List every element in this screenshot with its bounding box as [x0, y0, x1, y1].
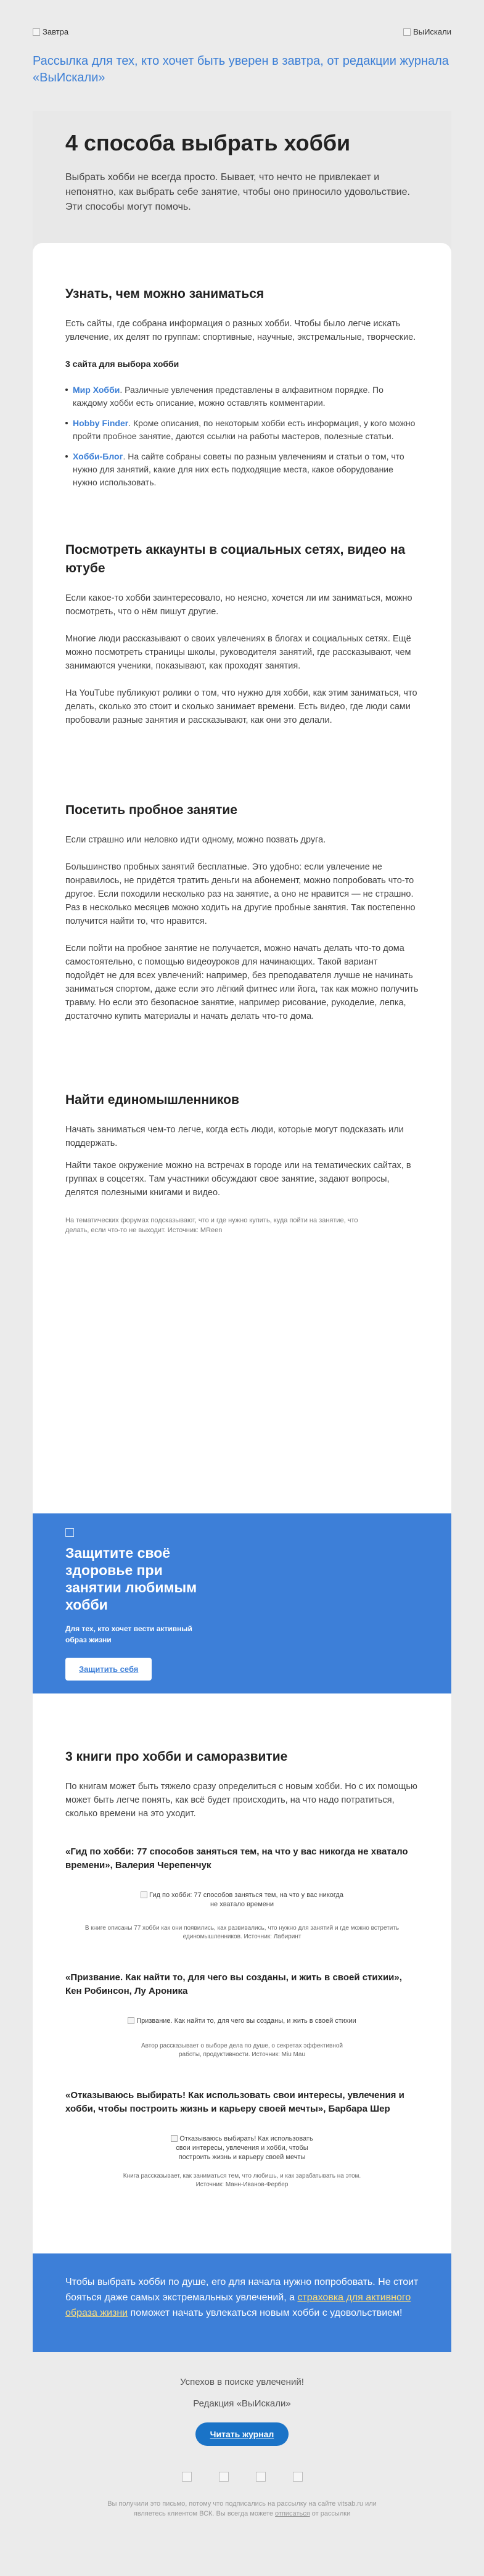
section-heading: Посмотреть аккаунты в социальных сетях, видео на ютубе [65, 543, 406, 575]
site-link[interactable]: Hobby Finder [73, 418, 129, 428]
article-body [33, 243, 451, 1513]
broken-image-icon [141, 1891, 147, 1898]
social-icon[interactable] [219, 2472, 229, 2482]
logo-zavtra[interactable]: Завтра [33, 27, 68, 36]
tagline: Рассылка для тех, кто хочет быть уверен в завтра, от редакции журнала «ВыИскали» [33, 54, 449, 84]
insurance-link[interactable]: страховка для активного образа жизни [65, 2292, 411, 2318]
books-section [33, 1693, 451, 2253]
list-item: Мир Хобби. Различные увлечения представлены в алфавитном порядке. По каждому хобби есть описание, можно оставлять комментарии. [65, 384, 419, 409]
book-caption: Книга рассказывает, как заниматься тем, что любишь, и как зарабатывать на этом. Источник: Манн-Иванов-Фербер [123, 2173, 361, 2188]
broken-image-icon [403, 28, 411, 36]
book-title: «Гид по хобби: 77 способов заняться тем, на что у вас никогда не хватало времени», Валерия Черепенчук [65, 1846, 408, 1870]
email-header [0, 0, 484, 111]
broken-image-icon [171, 2135, 178, 2142]
cta-block: Чтобы выбрать хобби по душе, его для начала нужно попробовать. Не стоит бояться даже самых экстремальных увлечений, а страховка для активного образа жизни поможет начать увлекаться новым хобби с удовольствием! [33, 2253, 451, 2352]
broken-image-icon [33, 28, 40, 36]
broken-image-icon [128, 2017, 134, 2024]
list-item: Хобби-Блог. На сайте собраны советы по разным увлечениям и статьи о том, что нужно для занятий, какие для них есть подходящие места, какое оборудование нужно использовать. [65, 450, 419, 489]
paragraph: Многие люди рассказывают о своих увлечениях в блогах и социальных сетях. Ещё можно посмотреть страницы школы, руководителя занятий, где рассказывают, чем занимаются ученики, показывают, как проходят занятия. [65, 634, 411, 671]
sites-list [65, 384, 419, 489]
paragraph: По книгам может быть тяжело сразу определиться с новым хобби. Но с их помощью может быть легче понять, как всё будет происходить, на что надо потратиться, сколько времени на это уходит. [65, 1782, 417, 1819]
read-magazine-button[interactable]: Читать журнал [195, 2422, 289, 2446]
promo-banner [33, 1513, 451, 1693]
unsubscribe-text: Вы получили это письмо, потому что подписались на рассылку на сайте vitsab.ru или являетесь клиентом ВСК. Вы всегда можете отписаться от рассылки [107, 2500, 377, 2517]
paragraph: Найти такое окружение можно на встречах в городе или на тематических сайтах, в группах в соцсетях. Там участники обсуждают свое занятие, задают вопросы, делятся полезными книгами и видео. [65, 1161, 411, 1198]
book-cover: Отказываюсь выбирать! Как использовать свои интересы, увлечения и хобби, чтобы построить жизнь и карьеру своей мечты [165, 2134, 319, 2162]
site-link[interactable]: Мир Хобби [73, 385, 120, 395]
book-caption: Автор рассказывает о выборе дела по душе, о секретах эффективной работы, продуктивности. Источник: Miu Mau [141, 2043, 343, 2058]
promo-title: Защитите своё здоровье при занятии любимым хобби [65, 1545, 197, 1613]
article-title: 4 способа выбрать хобби [65, 130, 351, 155]
paragraph: Если какое-то хобби заинтересовало, но неясно, хочется ли им заниматься, можно посмотреть, что о нём пишут другие. [65, 593, 412, 617]
paragraph: Начать заниматься чем-то легче, когда есть люди, которые могут подсказать или поддержать. [65, 1125, 404, 1148]
book-cover: Призвание. Как найти то, для чего вы созданы, и жить в своей стихии [65, 2017, 419, 2026]
section-heading: Узнать, чем можно заниматься [65, 287, 265, 301]
email-footer [0, 2377, 484, 2519]
logo-viiskali[interactable]: ВыИскали [403, 27, 451, 36]
section-heading: Найти единомышленников [65, 1093, 239, 1107]
section-heading: 3 книги про хобби и саморазвитие [65, 1750, 288, 1764]
social-icon[interactable] [293, 2472, 303, 2482]
list-item: Hobby Finder. Кроме описания, по некоторым хобби есть информация, у кого можно пройти пробное занятие, даются ссылки на работы мастеров, полезные статьи. [65, 417, 419, 443]
broken-image-icon [65, 1528, 74, 1537]
social-links [0, 2472, 484, 2482]
subheading: 3 сайта для выбора хобби [65, 359, 179, 369]
paragraph: Большинство пробных занятий бесплатные. Это удобно: если увлечение не понравилось, не придётся тратить деньги на абонемент, можно попробовать что-то другое. Если походили несколько раз на занятие, а оно не нравится — не страшно. Раз в несколько месяцев можно ходить на другие пробные занятия. Так постепенно получится найти то, что нравится. [65, 862, 416, 926]
note: На тематических форумах подсказывают, что и где нужно купить, куда пойти на занятие, что делать, если что-то не выходит. Источник: MReen [65, 1217, 358, 1234]
paragraph: Если пойти на пробное занятие не получается, можно начать делать что-то дома самостоятельно, с помощью видеоуроков для начинающих. Такой вариант подойдёт не для всех увлечений: например, без преподавателя лучше не начинать заниматься спортом, даже если это лёгкий фитнес или йога, так как можно получить травму. Но если это безопасное занятие, например рисование, рукоделие, лепка, достаточно купить материалы и начать делать что-то дома. [65, 944, 419, 1021]
hero [33, 111, 451, 250]
book-caption: В книге описаны 77 хобби как они появились, как развивались, что нужно для занятий и где можно встретить единомышленников. Источник: Лабиринт [84, 1925, 400, 1940]
book-title: «Призвание. Как найти то, для чего вы созданы, и жить в своей стихии», Кен Робинсон, Лу Ароника [65, 1972, 402, 1996]
book-cover: Гид по хобби: 77 способов заняться тем, на что у вас никогда не хватало времени [137, 1891, 347, 1909]
social-icon[interactable] [182, 2472, 192, 2482]
section-heading: Посетить пробное занятие [65, 803, 237, 817]
article-intro: Выбрать хобби не всегда просто. Бывает, что нечто не привлекает и непонятно, как выбрать себе занятие, чтобы оно приносило удовольствие. Эти способы могут помочь. [65, 172, 410, 212]
paragraph: Есть сайты, где собрана информация о разных хобби. Чтобы было легче искать увлечение, их делят по группам: спортивные, научные, экстремальные, творческие. [65, 319, 416, 342]
paragraph: Если страшно или неловко идти одному, можно позвать друга. [65, 835, 326, 845]
unsubscribe-link[interactable]: отписаться [275, 2510, 310, 2517]
site-link[interactable]: Хобби-Блог [73, 451, 123, 461]
footer-sign: Редакция «ВыИскали» [193, 2398, 291, 2409]
footer-wish: Успехов в поиске увлечений! [180, 2377, 304, 2387]
paragraph: На YouTube публикуют ролики о том, что нужно для хобби, как этим заниматься, что делать, сколько это стоит и сколько занимает времени. Есть видео, где люди сами пробовали разные занятия и рассказывают, как они это делали. [65, 688, 417, 725]
book-title: «Отказываюсь выбирать! Как использовать свои интересы, увлечения и хобби, чтобы построить жизнь и карьеру своей мечты», Барбара Шер [65, 2090, 404, 2114]
social-icon[interactable] [256, 2472, 266, 2482]
promo-subtitle: Для тех, кто хочет вести активный образ жизни [65, 1624, 192, 1644]
protect-button[interactable]: Защитить себя [65, 1658, 152, 1681]
